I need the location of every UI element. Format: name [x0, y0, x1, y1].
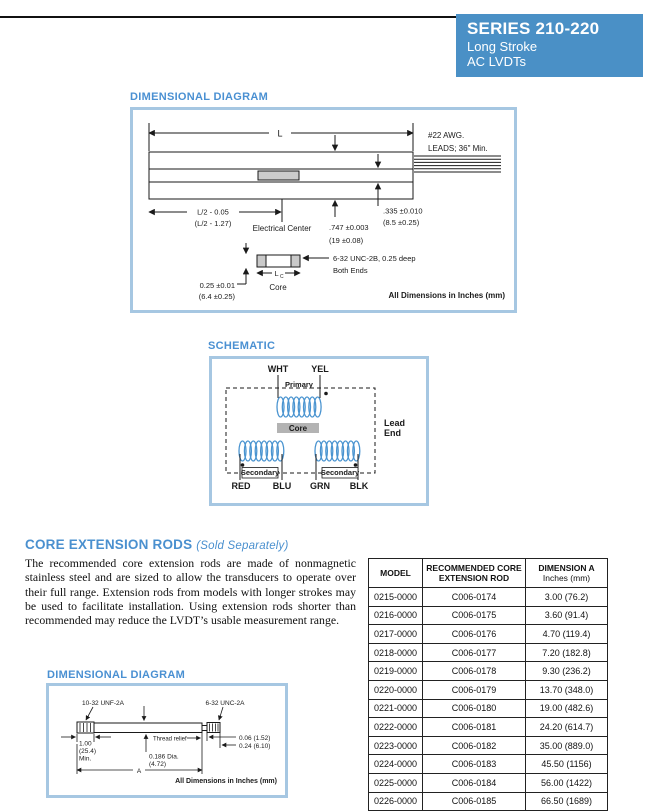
secondary-coil-right [315, 441, 360, 461]
table-row: 0221-0000 C006-0180 19.00 (482.6) [369, 699, 608, 718]
lead-end-label-2: End [384, 428, 401, 438]
wire-label-blu: BLU [272, 481, 292, 491]
core-extension-rod-table [368, 558, 608, 811]
table-row: 0218-0000 C006-0177 7.20 (182.8) [369, 643, 608, 662]
col-header-rod: RECOMMENDED CORE EXTENSION ROD [423, 559, 526, 588]
dimensional-diagram-1 [130, 107, 517, 313]
core-detail-label: Core [269, 283, 287, 292]
dim-100-line1: 1.00 [79, 740, 92, 748]
secondary-right-label: Secondary [320, 468, 360, 477]
dim-l2-line2: (L/2 - 1.27) [194, 219, 232, 228]
thread-relief-neck [202, 726, 207, 731]
unc-thread-label: 6-32 UNC-2A [205, 700, 245, 707]
core-extension-rods-heading [25, 537, 289, 552]
lead-end-label-1: Lead [384, 418, 406, 428]
dimensional-diagram-2-heading: DIMENSIONAL DIAGRAM [47, 669, 186, 681]
dim-100-line2: (25.4) [79, 748, 96, 755]
wire-label-red: RED [231, 481, 251, 491]
table-row: 0224-0000 C006-0183 45.50 (1156) [369, 755, 608, 774]
dim-747-line2: (19 ±0.08) [329, 236, 364, 245]
extension-rod-drawing [49, 686, 285, 795]
dim-a-label: A [136, 768, 142, 775]
secondary-left-terminal-dot [241, 463, 245, 467]
wire-label-wht: WHT [267, 364, 289, 374]
table-row: 0216-0000 C006-0175 3.60 (91.4) [369, 606, 608, 625]
dim-025-line1: 0.25 ±0.01 [199, 281, 235, 290]
dimensional-diagram-2 [46, 683, 288, 798]
awg-note-line2: LEADS; 36" Min. [428, 144, 488, 153]
header-banner [456, 14, 643, 77]
left-threaded-end [77, 722, 94, 733]
lead-wires [414, 156, 501, 172]
wire-label-yel: YEL [311, 364, 329, 374]
dim-l2-line1: L/2 - 0.05 [197, 207, 229, 217]
schematic-heading: SCHEMATIC [208, 340, 276, 352]
table-row: 0219-0000 C006-0178 9.30 (236.2) [369, 662, 608, 681]
schematic-diagram [209, 356, 429, 506]
dim-100-line3: Min. [79, 755, 92, 763]
dim-0186-line1: 0.186 Dia. [149, 753, 179, 761]
secondary-left-label: Secondary [240, 468, 280, 477]
primary-terminal-dot [324, 392, 328, 396]
col-header-dimension: DIMENSION A Inches (mm) [526, 559, 608, 588]
primary-coil [277, 397, 321, 417]
all-dimensions-note-2: All Dimensions in Inches (mm) [175, 778, 277, 785]
primary-label: Primary [285, 380, 313, 389]
sold-separately-note: (Sold Separately) [196, 540, 289, 552]
dimensional-diagram-1-heading: DIMENSIONAL DIAGRAM [130, 91, 269, 103]
header-subtitle-2: AC LVDTs [467, 54, 526, 69]
unf-thread-label: 10-32 UNF-2A [82, 700, 124, 707]
thread-relief-label: Thread relief [153, 736, 187, 743]
schematic-core-label: Core [288, 424, 308, 433]
electrical-center-label: Electrical Center [252, 224, 312, 233]
dim-024-label: 0.24 (6.10) [239, 743, 271, 750]
dim-006-label: 0.06 (1.52) [239, 735, 271, 742]
table-row: 0223-0000 C006-0182 35.00 (889.0) [369, 736, 608, 755]
secondary-coil-left [239, 441, 284, 461]
table-row: 0215-0000 C006-0174 3.00 (76.2) [369, 588, 608, 607]
dim-025-line2: (6.4 ±0.25) [198, 292, 235, 301]
table-row: 0225-0000 C006-0184 56.00 (1422) [369, 773, 608, 792]
header-subtitle-1: Long Stroke [467, 39, 538, 54]
dim-747-line1: .747 ±0.003 [329, 223, 369, 232]
all-dimensions-note-1: All Dimensions in Inches (mm) [388, 291, 505, 300]
thread-note-line1: 6-32 UNC-2B, 0.25 deep [333, 254, 416, 263]
dim-lc-main: L [274, 269, 279, 278]
table-header-row [369, 559, 608, 588]
table-row: 0217-0000 C006-0176 4.70 (119.4) [369, 625, 608, 644]
core-extension-rods-title: CORE EXTENSION RODS [25, 537, 193, 552]
wire-label-grn: GRN [310, 481, 330, 491]
schematic-drawing [212, 359, 426, 503]
dim-0186-line2: (4.72) [149, 761, 166, 768]
core-inside-body [258, 171, 299, 180]
lvdt-body-drawing [133, 110, 514, 310]
thread-note-line2: Both Ends [333, 266, 368, 275]
series-title: SERIES 210-220 [467, 19, 600, 38]
wire-label-blk: BLK [349, 481, 369, 491]
secondary-right-terminal-dot [354, 463, 358, 467]
top-rule [0, 16, 457, 18]
dim-l-label: L [277, 128, 283, 139]
awg-note-line1: #22 AWG. [428, 131, 465, 140]
core-extension-rods-paragraph: The recommended core extension rods are made of nonmagnetic stainless steel and are sized to allow the transducers to operate over their full range. Extension rods from models with longer strokes may be used to facilitate installation. Using extension rods shorter than recommended may reduce the LVDT’s usable measurement range. [25, 556, 356, 628]
table-row: 0226-0000 C006-0185 66.50 (1689) [369, 792, 608, 811]
table-row: 0220-0000 C006-0179 13.70 (348.0) [369, 680, 608, 699]
dim-lc-sub: C [280, 274, 284, 280]
table-row: 0222-0000 C006-0181 24.20 (614.7) [369, 718, 608, 737]
rod-body [94, 723, 202, 733]
dim-335-line1: .335 ±0.010 [383, 206, 423, 216]
col-header-model: MODEL [369, 559, 423, 588]
dim-335-line2: (8.5 ±0.25) [383, 218, 420, 227]
